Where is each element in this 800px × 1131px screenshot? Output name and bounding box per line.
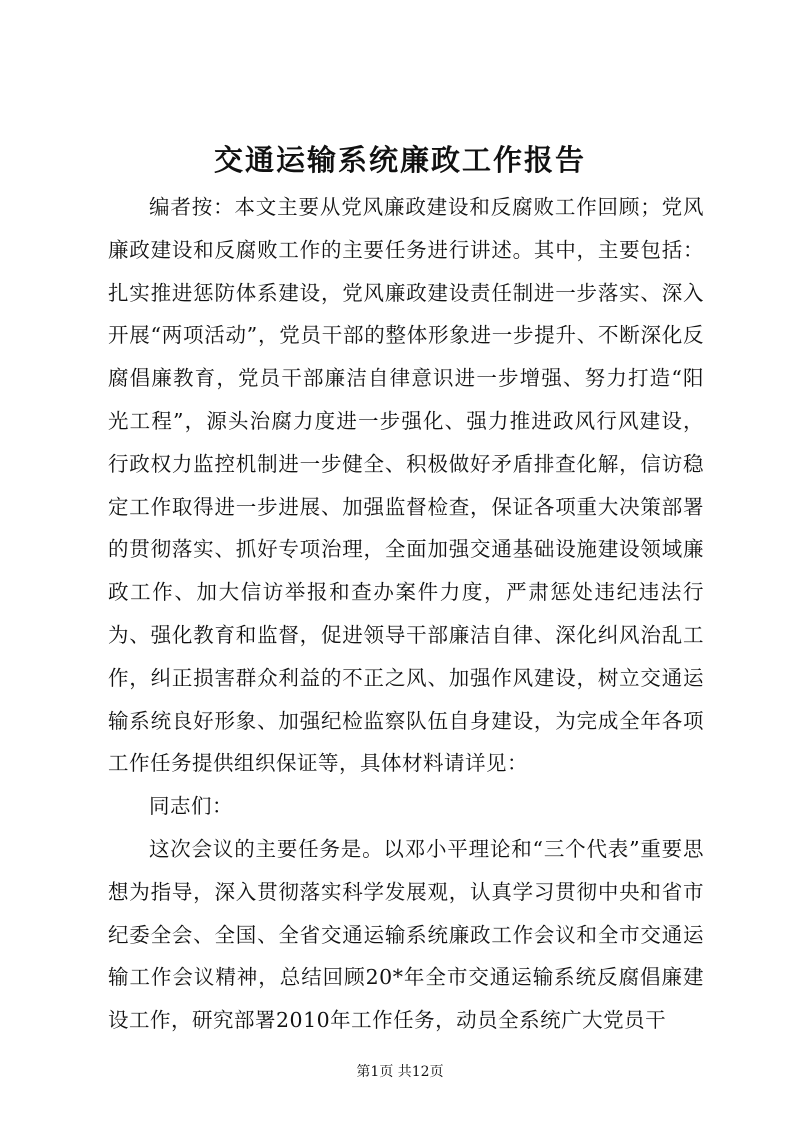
document-title: 交通运输系统廉政工作报告	[213, 143, 586, 177]
meeting-task-paragraph: 这次会议的主要任务是。以邓小平理论和“三个代表”重要思想为指导，深入贯彻落实科学发展观，认真学习贯彻中央和省市纪委全会、全国、全省交通运输系统廉政工作会议和全市交通运输工作会议精神，总结回顾20*年全市交通运输系统反腐倡廉建设工作，研究部署2010年工作任务，动员全系统广大党员干	[108, 836, 704, 1033]
document-body	[108, 186, 704, 1042]
page-number-footer: 第1页 共12页	[356, 1064, 444, 1080]
editor-note-paragraph: 编者按：本文主要从党风廉政建设和反腐败工作回顾；党风廉政建设和反腐败工作的主要任务进行讲述。其中，主要包括：扎实推进惩防体系建设，党风廉政建设责任制进一步落实、深入开展“两项活动”，党员干部的整体形象进一步提升、不断深化反腐倡廉教育，党员干部廉洁自律意识进一步增强、努力打造“阳光工程”，源头治腐力度进一步强化、强力推进政风行风建设，行政权力监控机制进一步健全、积极做好矛盾排查化解，信访稳定工作取得进一步进展、加强监督检查，保证各项重大决策部署的贯彻落实、抓好专项治理，全面加强交通基础设施建设领域廉政工作、加大信访举报和查办案件力度，严肃惩处违纪违法行为、强化教育和监督，促进领导干部廉洁自律、深化纠风治乱工作，纠正损害群众利益的不正之风、加强作风建设，树立交通运输系统良好形象、加强纪检监察队伍自身建设，为完成全年各项工作任务提供组织保证等，具体材料请详见：	[108, 195, 704, 776]
salutation-paragraph: 同志们：	[149, 794, 233, 819]
